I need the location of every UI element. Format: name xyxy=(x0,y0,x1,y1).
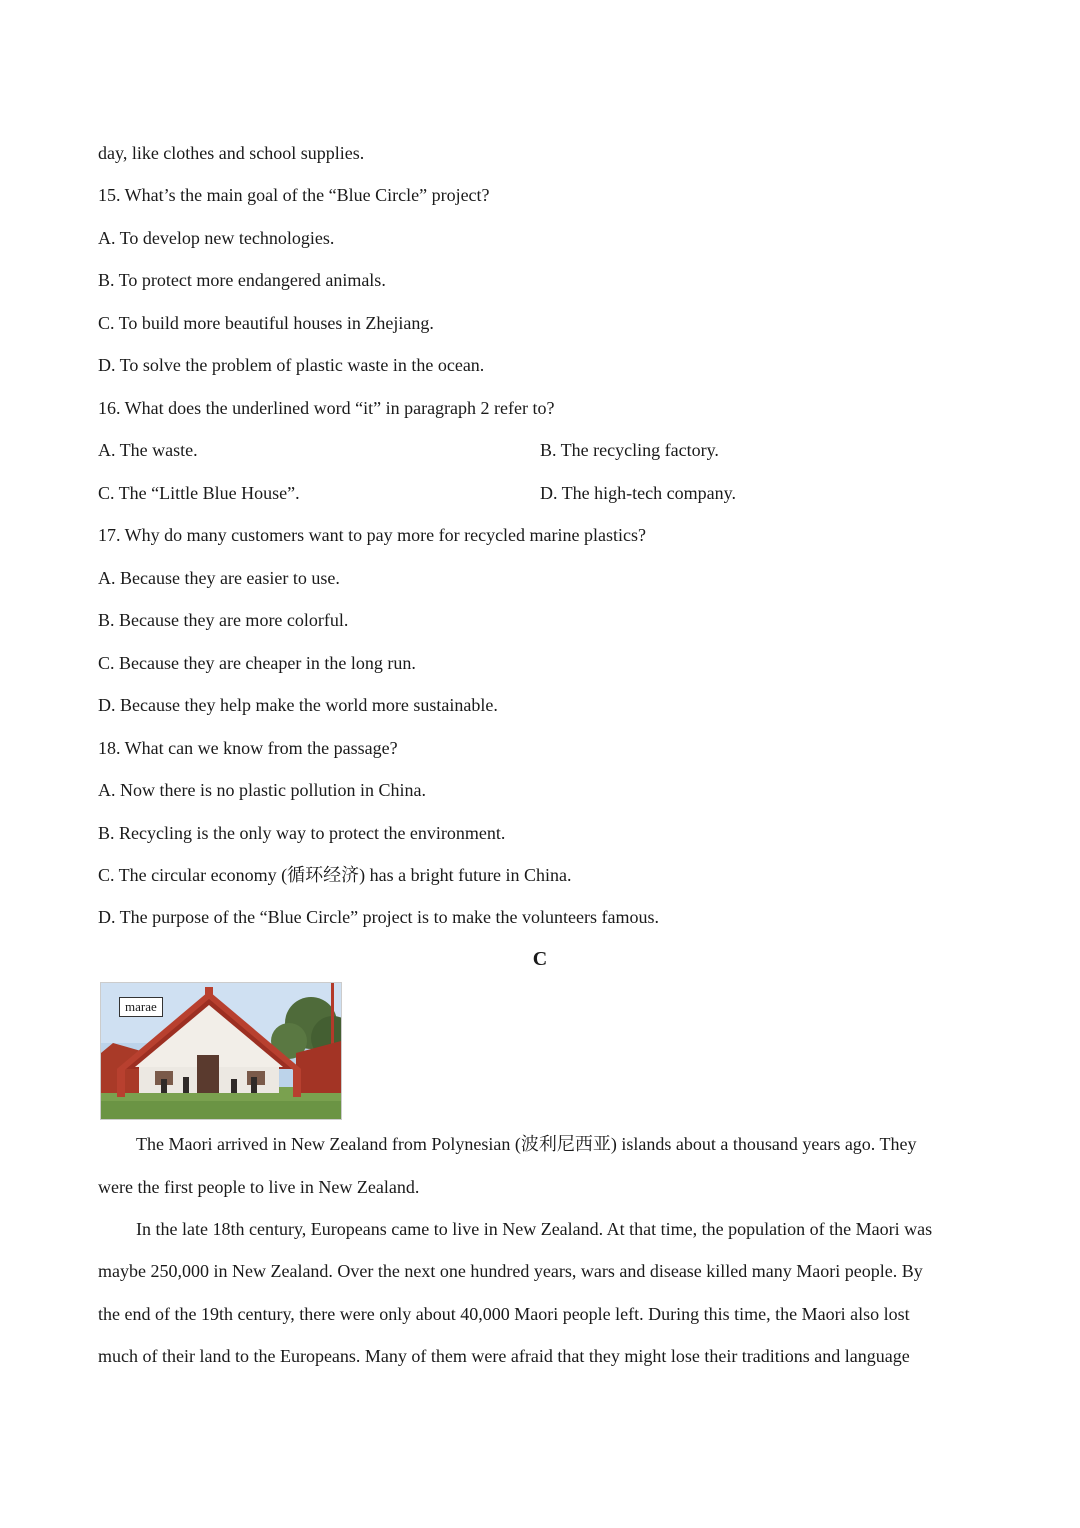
question-stem: 16. What does the underlined word “it” in paragraph 2 refer to? xyxy=(98,398,555,418)
option-b: B. The recycling factory. xyxy=(540,440,719,460)
option-a: A. The waste. xyxy=(98,440,198,460)
marae-photo xyxy=(100,982,342,1120)
option-a: A. To develop new technologies. xyxy=(98,228,335,248)
paragraph-line: were the first people to live in New Zealand. xyxy=(98,1177,420,1197)
paragraph-line: maybe 250,000 in New Zealand. Over the next one hundred years, wars and disease killed many Maori people. By xyxy=(98,1261,923,1281)
option-d: D. The high-tech company. xyxy=(540,483,736,503)
paragraph-line: In the late 18th century, Europeans came to live in New Zealand. At that time, the population of the Maori was xyxy=(136,1219,933,1239)
section-heading: C xyxy=(532,948,548,970)
option-d: D. To solve the problem of plastic waste in the ocean. xyxy=(98,355,485,375)
question-stem: 15. What’s the main goal of the “Blue Circle” project? xyxy=(98,185,490,205)
option-a: A. Now there is no plastic pollution in China. xyxy=(98,780,426,800)
paragraph-line: The Maori arrived in New Zealand from Polynesian (波利尼西亚) islands about a thousand years ago. They xyxy=(136,1134,917,1154)
paragraph-line: much of their land to the Europeans. Many of them were afraid that they might lose their traditions and language xyxy=(98,1346,910,1366)
option-d: D. The purpose of the “Blue Circle” project is to make the volunteers famous. xyxy=(98,907,660,927)
option-b: B. Because they are more colorful. xyxy=(98,610,349,630)
option-d: D. Because they help make the world more sustainable. xyxy=(98,695,498,715)
option-b: B. Recycling is the only way to protect the environment. xyxy=(98,823,506,843)
question-stem: 17. Why do many customers want to pay more for recycled marine plastics? xyxy=(98,525,646,545)
option-c: C. The “Little Blue House”. xyxy=(98,483,300,503)
option-a: A. Because they are easier to use. xyxy=(98,568,340,588)
option-c: C. The circular economy (循环经济) has a bright future in China. xyxy=(98,865,572,885)
question-stem: 18. What can we know from the passage? xyxy=(98,738,398,758)
image-label: marae xyxy=(119,997,163,1017)
paragraph-line: the end of the 19th century, there were only about 40,000 Maori people left. During this time, the Maori also lost xyxy=(98,1304,910,1324)
option-c: C. To build more beautiful houses in Zhejiang. xyxy=(98,313,434,333)
option-c: C. Because they are cheaper in the long run. xyxy=(98,653,416,673)
intro-tail: day, like clothes and school supplies. xyxy=(98,143,365,163)
option-b: B. To protect more endangered animals. xyxy=(98,270,386,290)
